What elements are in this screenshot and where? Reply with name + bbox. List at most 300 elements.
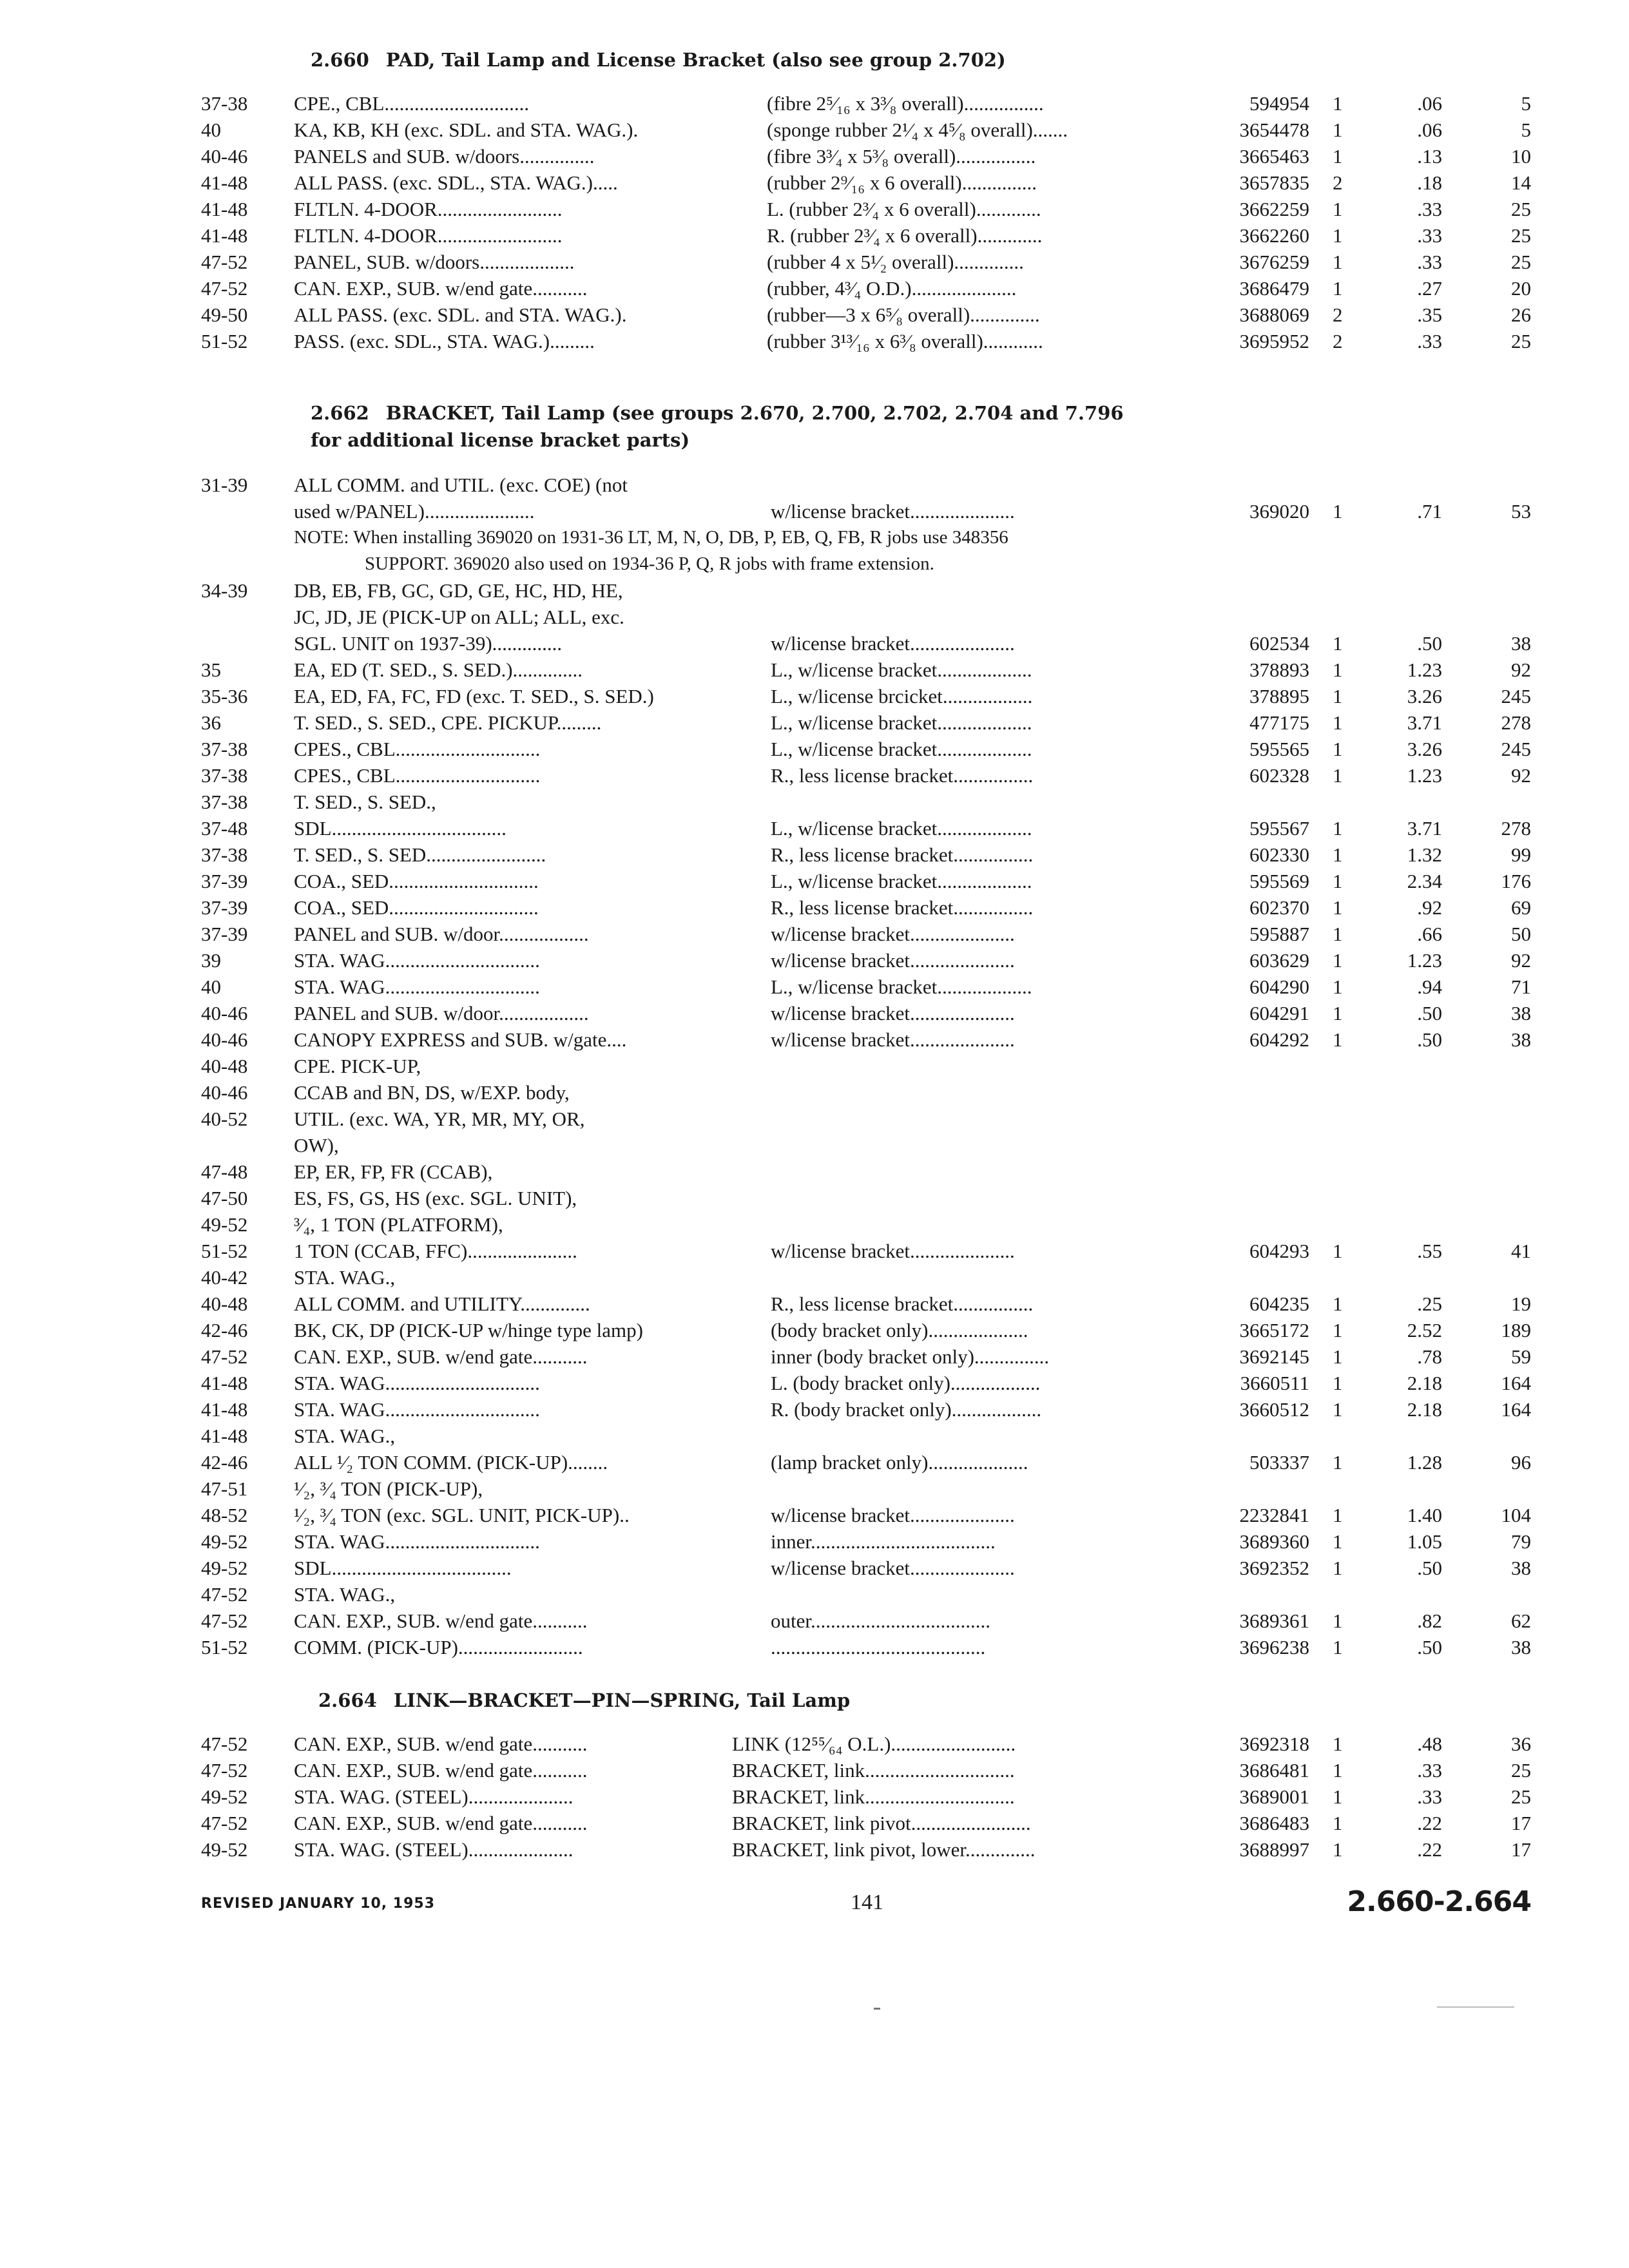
- price-code: 38: [1511, 1636, 1531, 1658]
- description: L., w/license bracket...................: [771, 870, 1032, 892]
- model-year: 37-39: [201, 896, 248, 919]
- part-number: 604291: [1249, 1002, 1309, 1024]
- part-number: 3660511: [1240, 1372, 1309, 1394]
- application: STA. WAG...............................: [294, 1398, 540, 1421]
- table-row: [0, 1211, 1629, 1238]
- part-number: 3676259: [1239, 251, 1309, 273]
- price-code: 245: [1501, 685, 1531, 707]
- table-row: [0, 709, 1629, 736]
- list-price: .48: [1417, 1733, 1442, 1755]
- price-code: 25: [1511, 1759, 1531, 1782]
- description: BRACKET, link..............................: [732, 1785, 1015, 1808]
- list-price: 1.28: [1407, 1451, 1442, 1474]
- table-row: [0, 1757, 1629, 1783]
- part-number: 595567: [1249, 817, 1309, 840]
- description: R. (body bracket only)..................: [771, 1398, 1042, 1421]
- application: STA. WAG.,: [294, 1266, 396, 1289]
- description: (fibre 3³⁄₄ x 5³⁄₈ overall)................: [767, 145, 1036, 168]
- parts-table-2662: [0, 472, 1629, 1660]
- model-year: 37-38: [201, 92, 248, 115]
- list-price: 1.23: [1407, 764, 1442, 787]
- quantity: 1: [1333, 1812, 1343, 1834]
- list-price: .25: [1417, 1293, 1442, 1315]
- quantity: 1: [1333, 119, 1343, 141]
- model-year: 42-46: [201, 1319, 248, 1341]
- list-price: .33: [1417, 224, 1442, 247]
- description: BRACKET, link pivot........................: [732, 1812, 1031, 1834]
- table-row: [0, 1555, 1629, 1581]
- list-price: .06: [1417, 92, 1442, 115]
- application: CPES., CBL.............................: [294, 738, 541, 760]
- quantity: 2: [1333, 303, 1343, 326]
- model-year: 37-39: [201, 870, 248, 892]
- list-price: .22: [1417, 1838, 1442, 1861]
- revision-date: REVISED JANUARY 10, 1953: [201, 1896, 436, 1912]
- part-number: 604293: [1249, 1240, 1309, 1262]
- model-year: 49-52: [201, 1557, 248, 1579]
- description: R., less license bracket................: [771, 764, 1034, 787]
- application: ALL PASS. (exc. SDL. and STA. WAG.).: [294, 303, 627, 326]
- quantity: 1: [1333, 1002, 1343, 1024]
- application: PANELS and SUB. w/doors...............: [294, 145, 595, 168]
- table-row: [0, 630, 1629, 657]
- quantity: 1: [1333, 1293, 1343, 1315]
- price-code: 36: [1511, 1733, 1531, 1755]
- table-row: [0, 868, 1629, 894]
- quantity: 1: [1333, 658, 1343, 681]
- description: (body bracket only)....................: [771, 1319, 1028, 1341]
- quantity: 1: [1333, 251, 1343, 273]
- page-number: 141: [851, 1890, 883, 1914]
- list-price: .50: [1417, 1002, 1442, 1024]
- application: COA., SED..............................: [294, 870, 539, 892]
- application: EA, ED (T. SED., S. SED.)..............: [294, 658, 583, 681]
- model-year: 41-48: [201, 198, 248, 220]
- table-row: [0, 1158, 1629, 1185]
- list-price: 2.18: [1407, 1398, 1442, 1421]
- list-price: 1.05: [1407, 1530, 1442, 1553]
- application: T. SED., S. SED., CPE. PICKUP.........: [294, 711, 602, 734]
- model-year: 47-52: [201, 1345, 248, 1368]
- model-year: 40: [201, 119, 221, 141]
- price-code: 19: [1511, 1293, 1531, 1315]
- application: COMM. (PICK-UP).........................: [294, 1636, 583, 1658]
- table-row: [0, 169, 1629, 196]
- part-number: 3654478: [1239, 119, 1309, 141]
- description: R. (rubber 2³⁄₄ x 6 overall).............: [767, 224, 1043, 247]
- quantity: 1: [1333, 1028, 1343, 1051]
- price-code: 69: [1511, 896, 1531, 919]
- list-price: .50: [1417, 1557, 1442, 1579]
- price-code: 92: [1511, 658, 1531, 681]
- price-code: 17: [1511, 1812, 1531, 1834]
- part-number: 3686481: [1239, 1759, 1309, 1782]
- description: inner.....................................: [771, 1530, 996, 1553]
- model-year: 41-48: [201, 1372, 248, 1394]
- part-number: 3662259: [1239, 198, 1309, 220]
- table-row: [0, 1317, 1629, 1343]
- section-heading-2662: [311, 399, 1124, 454]
- list-price: .55: [1417, 1240, 1442, 1262]
- price-code: 59: [1511, 1345, 1531, 1368]
- list-price: .33: [1417, 251, 1442, 273]
- application: PANEL and SUB. w/door..................: [294, 923, 589, 945]
- quantity: 1: [1333, 1785, 1343, 1808]
- price-code: 10: [1511, 145, 1531, 168]
- application: JC, JD, JE (PICK-UP on ALL; ALL, exc.: [294, 606, 624, 628]
- price-code: 104: [1501, 1504, 1531, 1526]
- table-row: [0, 472, 1629, 498]
- model-year: 37-38: [201, 791, 248, 813]
- table-row: [0, 1783, 1629, 1810]
- description: w/license bracket.....................: [771, 500, 1015, 523]
- model-year: 35-36: [201, 685, 248, 707]
- description: L. (body bracket only)..................: [771, 1372, 1041, 1394]
- description: L. (rubber 2³⁄₄ x 6 overall).............: [767, 198, 1041, 220]
- application: used w/PANEL)......................: [294, 500, 535, 523]
- model-year: 41-48: [201, 224, 248, 247]
- model-year: 49-50: [201, 303, 248, 326]
- table-row: [0, 1238, 1629, 1264]
- table-row: [0, 498, 1629, 524]
- table-row: [0, 1581, 1629, 1608]
- part-number: 602330: [1249, 843, 1309, 866]
- part-number: 603629: [1249, 949, 1309, 972]
- table-row: [0, 1634, 1629, 1660]
- application: CANOPY EXPRESS and SUB. w/gate....: [294, 1028, 627, 1051]
- description: w/license bracket.....................: [771, 1557, 1015, 1579]
- table-row: [0, 196, 1629, 222]
- section-title: BRACKET, Tail Lamp (see groups 2.670, 2.700, 2.702, 2.704 and 7.796: [385, 402, 1124, 424]
- table-row: [0, 1053, 1629, 1079]
- part-number: 3686479: [1239, 277, 1309, 300]
- part-number: 604235: [1249, 1293, 1309, 1315]
- part-number: 3692145: [1239, 1345, 1309, 1368]
- price-code: 5: [1521, 92, 1531, 115]
- scan-mark: [874, 2008, 880, 2010]
- part-number: 3662260: [1239, 224, 1309, 247]
- model-year: 37-38: [201, 738, 248, 760]
- list-price: .35: [1417, 303, 1442, 326]
- quantity: 1: [1333, 738, 1343, 760]
- parts-table-2664: [0, 1731, 1629, 1863]
- table-row: [0, 1370, 1629, 1396]
- table-row: [0, 275, 1629, 302]
- application: UTIL. (exc. WA, YR, MR, MY, OR,: [294, 1108, 585, 1130]
- quantity: 1: [1333, 1610, 1343, 1632]
- section-number: 2.664: [318, 1689, 377, 1711]
- application: SDL...................................: [294, 817, 506, 840]
- application: ALL COMM. and UTIL. (exc. COE) (not: [294, 474, 628, 496]
- quantity: 1: [1333, 1636, 1343, 1658]
- list-price: .27: [1417, 277, 1442, 300]
- part-number: 3657835: [1239, 171, 1309, 194]
- model-year: 35: [201, 658, 221, 681]
- scan-mark: [1437, 2006, 1514, 2008]
- list-price: 1.23: [1407, 949, 1442, 972]
- description: w/license bracket.....................: [771, 1028, 1015, 1051]
- model-year: 42-46: [201, 1451, 248, 1474]
- model-year: 48-52: [201, 1504, 248, 1526]
- model-year: 47-52: [201, 251, 248, 273]
- description: (rubber 2⁹⁄₁₆ x 6 overall)...............: [767, 171, 1037, 194]
- application: STA. WAG.,: [294, 1425, 396, 1447]
- note-text: NOTE: When installing 369020 on 1931-36 LT, M, N, O, DB, P, EB, Q, FB, R jobs use 348356: [294, 527, 1008, 548]
- part-number: 3689360: [1239, 1530, 1309, 1553]
- model-year: 40: [201, 975, 221, 998]
- quantity: 1: [1333, 843, 1343, 866]
- price-code: 14: [1511, 171, 1531, 194]
- part-number: 378893: [1249, 658, 1309, 681]
- quantity: 1: [1333, 1530, 1343, 1553]
- table-row: [0, 222, 1629, 249]
- part-number: 3665463: [1239, 145, 1309, 168]
- list-price: .22: [1417, 1812, 1442, 1834]
- table-row: [0, 1528, 1629, 1555]
- application: ³⁄₄, 1 TON (PLATFORM),: [294, 1213, 503, 1236]
- description: (rubber, 4³⁄₄ O.D.).....................: [767, 277, 1017, 300]
- table-row: [0, 1836, 1629, 1863]
- table-row: [0, 841, 1629, 868]
- part-number: 595569: [1249, 870, 1309, 892]
- model-year: 47-52: [201, 1733, 248, 1755]
- description: L., w/license bracket...................: [771, 738, 1032, 760]
- application: CCAB and BN, DS, w/EXP. body,: [294, 1081, 570, 1104]
- description: w/license bracket.....................: [771, 949, 1015, 972]
- list-price: .33: [1417, 198, 1442, 220]
- list-price: .18: [1417, 171, 1442, 194]
- table-row: [0, 1026, 1629, 1053]
- application: DB, EB, FB, GC, GD, GE, HC, HD, HE,: [294, 579, 623, 602]
- price-code: 164: [1501, 1398, 1531, 1421]
- application: EP, ER, FP, FR (CCAB),: [294, 1160, 493, 1183]
- description: LINK (12⁵⁵⁄₆₄ O.L.).........................: [732, 1733, 1016, 1755]
- part-number: 3665172: [1239, 1319, 1309, 1341]
- description: w/license bracket.....................: [771, 632, 1015, 655]
- section-title: PAD, Tail Lamp and License Bracket (also see group 2.702): [385, 49, 1006, 71]
- model-year: 40-46: [201, 145, 248, 168]
- part-number: 477175: [1249, 711, 1309, 734]
- section-subtitle: for additional license bracket parts): [311, 429, 690, 451]
- model-year: 51-52: [201, 1636, 248, 1658]
- quantity: 1: [1333, 975, 1343, 998]
- table-row: [0, 1449, 1629, 1475]
- quantity: 2: [1333, 330, 1343, 352]
- description: L., w/license bracket...................: [771, 711, 1032, 734]
- section-heading-2660: [311, 46, 1006, 73]
- description: R., less license bracket................: [771, 1293, 1034, 1315]
- part-number: 3695952: [1239, 330, 1309, 352]
- application: ALL PASS. (exc. SDL., STA. WAG.).....: [294, 171, 618, 194]
- list-price: 2.34: [1407, 870, 1442, 892]
- part-number: 602370: [1249, 896, 1309, 919]
- description: (rubber 4 x 5¹⁄₂ overall)..............: [767, 251, 1024, 273]
- description: w/license bracket.....................: [771, 1504, 1015, 1526]
- part-number: 602534: [1249, 632, 1309, 655]
- price-code: 278: [1501, 817, 1531, 840]
- table-row: [0, 604, 1629, 630]
- description: w/license bracket.....................: [771, 1002, 1015, 1024]
- table-note: [0, 524, 1629, 577]
- quantity: 1: [1333, 870, 1343, 892]
- table-row: [0, 762, 1629, 789]
- quantity: 1: [1333, 198, 1343, 220]
- model-year: 49-52: [201, 1838, 248, 1861]
- application: STA. WAG...............................: [294, 949, 540, 972]
- quantity: 1: [1333, 1398, 1343, 1421]
- price-code: 245: [1501, 738, 1531, 760]
- model-year: 51-52: [201, 330, 248, 352]
- part-number: 3688997: [1239, 1838, 1309, 1861]
- model-year: 40-46: [201, 1028, 248, 1051]
- table-row: [0, 1000, 1629, 1026]
- application: STA. WAG. (STEEL).....................: [294, 1838, 574, 1861]
- list-price: .50: [1417, 1636, 1442, 1658]
- list-price: .33: [1417, 330, 1442, 352]
- part-number: 3692352: [1239, 1557, 1309, 1579]
- description: BRACKET, link..............................: [732, 1759, 1015, 1782]
- description: L., w/license bracket...................: [771, 658, 1032, 681]
- description: R., less license bracket................: [771, 843, 1034, 866]
- price-code: 53: [1511, 500, 1531, 523]
- model-year: 40-46: [201, 1081, 248, 1104]
- price-code: 62: [1511, 1610, 1531, 1632]
- part-number: 3686483: [1239, 1812, 1309, 1834]
- table-row: [0, 1185, 1629, 1211]
- table-row: [0, 1396, 1629, 1423]
- description: outer....................................: [771, 1610, 990, 1632]
- part-number: 503337: [1249, 1451, 1309, 1474]
- list-price: 3.26: [1407, 685, 1442, 707]
- price-code: 17: [1511, 1838, 1531, 1861]
- model-year: 40-48: [201, 1293, 248, 1315]
- description: L., w/license bracket...................: [771, 975, 1032, 998]
- quantity: 1: [1333, 224, 1343, 247]
- application: KA, KB, KH (exc. SDL. and STA. WAG.).: [294, 119, 639, 141]
- price-code: 176: [1501, 870, 1531, 892]
- list-price: 1.40: [1407, 1504, 1442, 1526]
- price-code: 5: [1521, 119, 1531, 141]
- table-row: [0, 894, 1629, 921]
- model-year: 47-52: [201, 1610, 248, 1632]
- description: L., w/license bracket...................: [771, 817, 1032, 840]
- part-number: 3689001: [1239, 1785, 1309, 1808]
- model-year: 40-46: [201, 1002, 248, 1024]
- model-year: 40-52: [201, 1108, 248, 1130]
- application: ¹⁄₂, ³⁄₄ TON (PICK-UP),: [294, 1477, 483, 1500]
- application: STA. WAG. (STEEL).....................: [294, 1785, 574, 1808]
- table-row: [0, 1423, 1629, 1449]
- table-row: [0, 1731, 1629, 1757]
- model-year: 40-42: [201, 1266, 248, 1289]
- quantity: 1: [1333, 145, 1343, 168]
- table-row: [0, 736, 1629, 762]
- table-row: [0, 1264, 1629, 1291]
- list-price: .33: [1417, 1759, 1442, 1782]
- quantity: 1: [1333, 896, 1343, 919]
- price-code: 38: [1511, 632, 1531, 655]
- parts-table-2660: [0, 90, 1629, 354]
- description: (fibre 2⁵⁄₁₆ x 3³⁄₈ overall)................: [767, 92, 1044, 115]
- quantity: 1: [1333, 1345, 1343, 1368]
- model-year: 41-48: [201, 1398, 248, 1421]
- quantity: 1: [1333, 1451, 1343, 1474]
- application: STA. WAG...............................: [294, 1530, 540, 1553]
- application: CPE., CBL.............................: [294, 92, 530, 115]
- model-year: 47-52: [201, 1759, 248, 1782]
- table-row: [0, 328, 1629, 354]
- list-price: .50: [1417, 1028, 1442, 1051]
- price-code: 38: [1511, 1557, 1531, 1579]
- quantity: 1: [1333, 685, 1343, 707]
- section-number: 2.660: [311, 49, 369, 71]
- price-code: 38: [1511, 1028, 1531, 1051]
- model-year: 31-39: [201, 474, 248, 496]
- description: inner (body bracket only)...............: [771, 1345, 1050, 1368]
- list-price: 2.18: [1407, 1372, 1442, 1394]
- model-year: 49-52: [201, 1530, 248, 1553]
- list-price: 3.26: [1407, 738, 1442, 760]
- application: BK, CK, DP (PICK-UP w/hinge type lamp): [294, 1319, 643, 1341]
- application: CAN. EXP., SUB. w/end gate...........: [294, 1812, 588, 1834]
- description: L., w/license brcicket..................: [771, 685, 1033, 707]
- description: BRACKET, link pivot, lower..............: [732, 1838, 1036, 1861]
- part-number: 3692318: [1239, 1733, 1309, 1755]
- table-row: [0, 117, 1629, 143]
- application: PANEL and SUB. w/door..................: [294, 1002, 589, 1024]
- table-row: [0, 1343, 1629, 1370]
- application: PASS. (exc. SDL., STA. WAG.).........: [294, 330, 595, 352]
- table-row: [0, 921, 1629, 947]
- quantity: 1: [1333, 711, 1343, 734]
- quantity: 1: [1333, 764, 1343, 787]
- table-row: [0, 1608, 1629, 1634]
- quantity: 1: [1333, 1240, 1343, 1262]
- model-year: 36: [201, 711, 221, 734]
- application: OW),: [294, 1134, 339, 1157]
- price-code: 71: [1511, 975, 1531, 998]
- application: ES, FS, GS, HS (exc. SGL. UNIT),: [294, 1187, 577, 1209]
- application: ¹⁄₂, ³⁄₄ TON (exc. SGL. UNIT, PICK-UP)..: [294, 1504, 630, 1526]
- application: CAN. EXP., SUB. w/end gate...........: [294, 1733, 588, 1755]
- model-year: 37-48: [201, 817, 248, 840]
- list-price: .06: [1417, 119, 1442, 141]
- section-title: LINK—BRACKET—PIN—SPRING, Tail Lamp: [393, 1689, 851, 1711]
- table-row: [0, 1079, 1629, 1106]
- quantity: 1: [1333, 632, 1343, 655]
- list-price: .78: [1417, 1345, 1442, 1368]
- table-row: [0, 90, 1629, 117]
- price-code: 41: [1511, 1240, 1531, 1262]
- description: w/license bracket.....................: [771, 1240, 1015, 1262]
- table-row: [0, 1132, 1629, 1158]
- model-year: 47-51: [201, 1477, 248, 1500]
- quantity: 1: [1333, 1319, 1343, 1341]
- table-row: [0, 657, 1629, 683]
- application: COA., SED..............................: [294, 896, 539, 919]
- application: CAN. EXP., SUB. w/end gate...........: [294, 1610, 588, 1632]
- model-year: 47-50: [201, 1187, 248, 1209]
- quantity: 1: [1333, 92, 1343, 115]
- list-price: .92: [1417, 896, 1442, 919]
- part-number: 378895: [1249, 685, 1309, 707]
- part-number: 3660512: [1239, 1398, 1309, 1421]
- application: CAN. EXP., SUB. w/end gate...........: [294, 277, 588, 300]
- quantity: 1: [1333, 1372, 1343, 1394]
- price-code: 278: [1501, 711, 1531, 734]
- quantity: 1: [1333, 1504, 1343, 1526]
- application: CAN. EXP., SUB. w/end gate...........: [294, 1759, 588, 1782]
